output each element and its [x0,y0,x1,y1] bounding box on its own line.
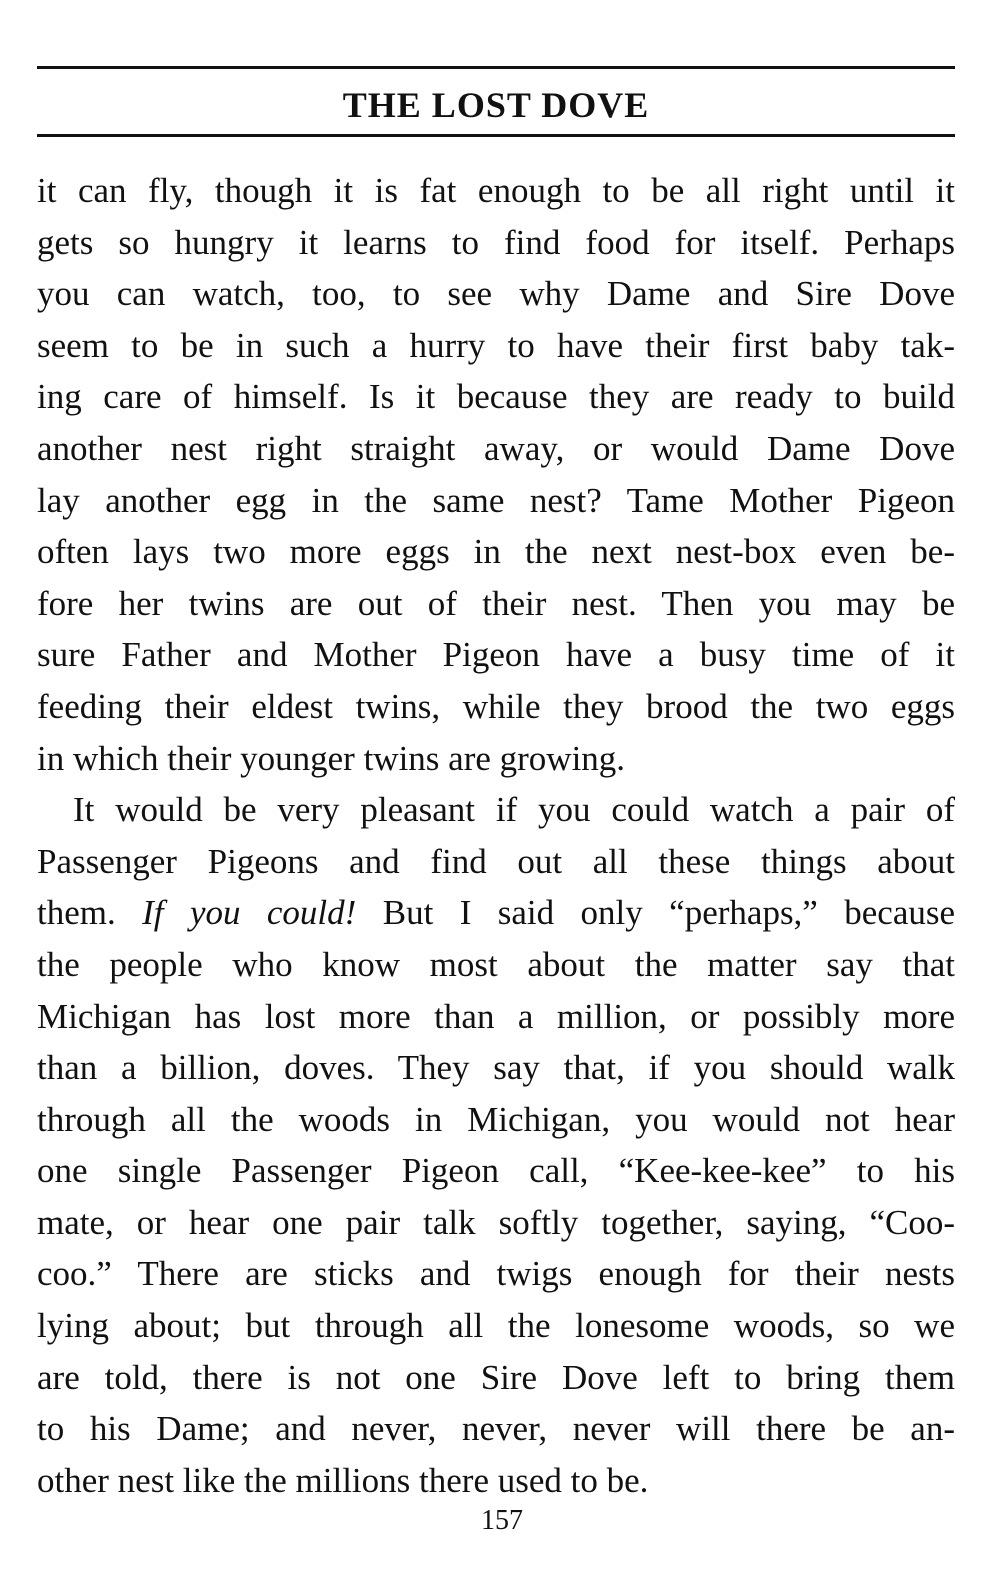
text-line: coo.” There are sticks and twigs enough for their nests [37,1254,955,1294]
text-line: Passenger Pigeons and find out all these things about [37,841,955,881]
body-text [37,165,955,1506]
text-line: through all the woods in Michigan, you would not hear [37,1099,955,1139]
text-line: to his Dame; and never, never, never will there be an- [37,1409,955,1449]
paragraph [37,784,955,1506]
book-page [37,0,955,1578]
page-number [37,1505,955,1537]
page-number-text: 157 [481,1505,523,1536]
italic-phrase: If you could! [142,893,357,933]
text-line: another nest right straight away, or would Dame Dove [37,428,955,468]
text-line: lay another egg in the same nest? Tame Mother Pigeon [37,480,955,520]
text-line: often lays two more eggs in the next nest-box even be- [37,532,955,572]
header-bottom-rule [37,134,955,137]
text-line: you can watch, too, to see why Dame and Sire Dove [37,274,955,314]
text-line: one single Passenger Pigeon call, “Kee-kee-kee” to his [37,1151,955,1191]
running-title: THE LOST DOVE [342,85,650,125]
text-line: ing care of himself. Is it because they are ready to build [37,377,955,417]
text-line: Michigan has lost more than a million, or possibly more [37,996,955,1036]
text-run: But I said only “perhaps,” because [356,893,955,933]
text-line: It would be very pleasant if you could watch a pair of [73,790,955,830]
text-line [37,887,955,939]
text-line: feeding their eldest twins, while they brood the two eggs [37,686,955,726]
text-line: fore her twins are out of their nest. Then you may be [37,583,955,623]
text-line: the people who know most about the matter say that [37,944,955,984]
text-line: other nest like the millions there used to be. [37,1460,649,1500]
text-line: than a billion, doves. They say that, if you should walk [37,1048,955,1088]
paragraph [37,165,955,784]
text-line: it can fly, though it is fat enough to be all right until it [37,171,955,210]
header-top-rule [37,66,955,69]
text-line: lying about; but through all the lonesome woods, so we [37,1306,955,1346]
text-line: mate, or hear one pair talk softly together, saying, “Coo- [37,1202,955,1242]
text-line: sure Father and Mother Pigeon have a busy time of it [37,635,955,675]
text-line: in which their younger twins are growing. [37,738,626,778]
text-line: gets so hungry it learns to find food for itself. Perhaps [37,222,955,262]
text-line: are told, there is not one Sire Dove left to bring them [37,1357,955,1397]
text-line: seem to be in such a hurry to have their first baby tak- [37,325,955,365]
text-run: them. [37,893,143,933]
